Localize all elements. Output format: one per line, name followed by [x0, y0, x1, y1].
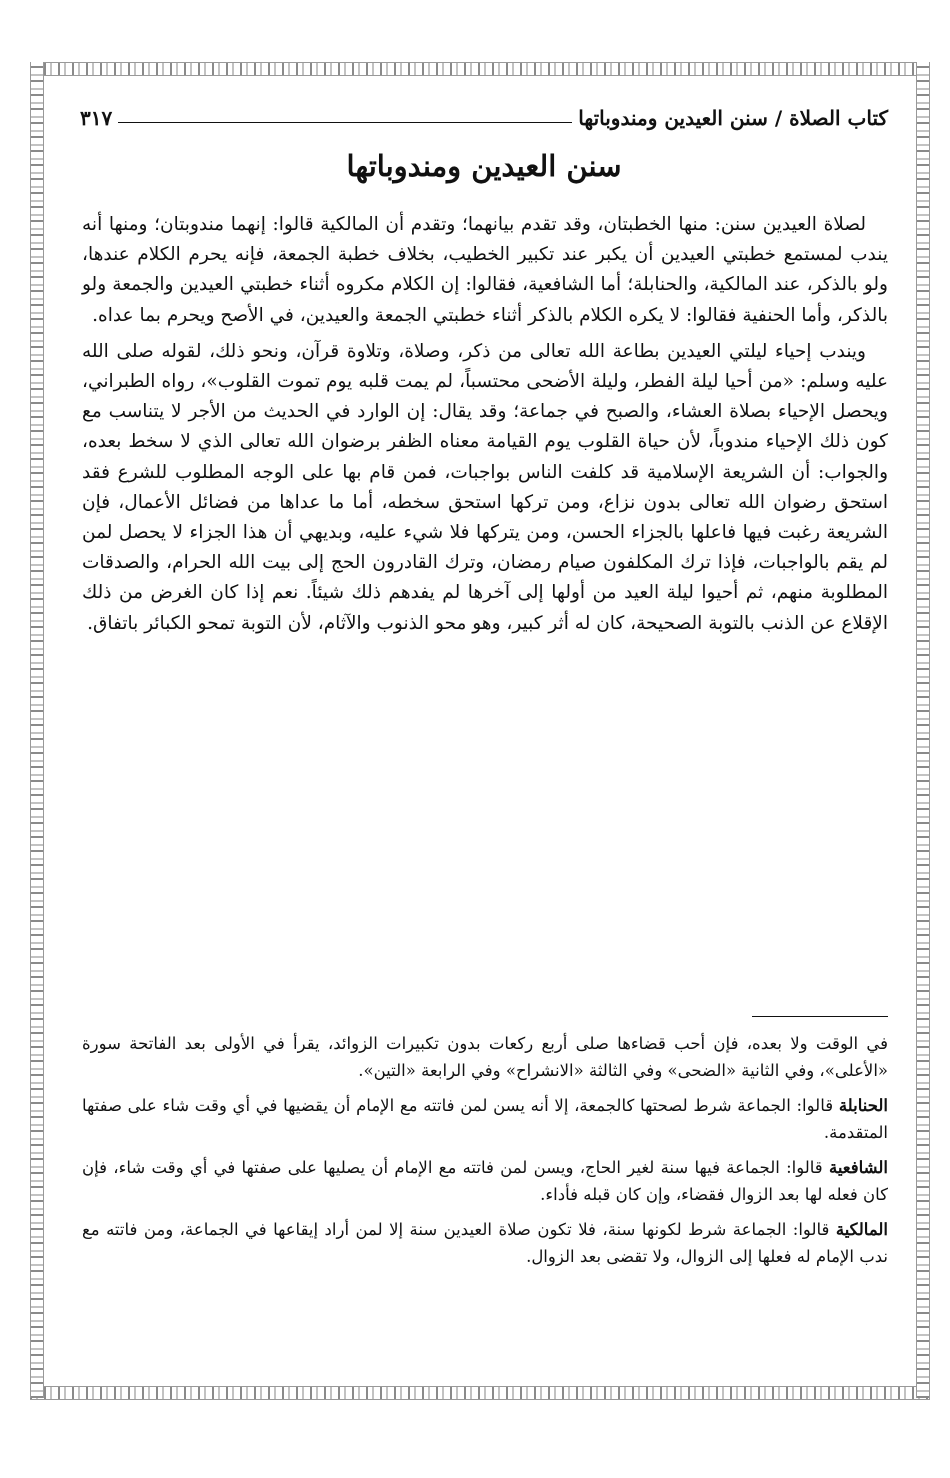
footnote	[82, 1030, 888, 1084]
top-ornamental-border	[30, 62, 928, 76]
paragraph: لصلاة العيدين سنن: منها الخطبتان، وقد تقدم بيانهما؛ وتقدم أن المالكية قالوا: إنهما مندوبتان؛ ومنها أنه يندب لمستمع خطبتي العيدين أن يكبر عند تكبير الخطيب، بخلاف خطبة الجمعة، فإنه يحرم الكلام عندها، ولو بالذكر، عند المالكية، والحنابلة؛ أما الشافعية، فقالوا: إن الكلام مكروه أثناء خطبتي العيدين والجمعة ولو بالذكر، وأما الحنفية فقالوا: لا يكره الكلام بالذكر أثناء خطبتي الجمعة والعيدين، في الأصح ويحرم بما عداه.	[82, 214, 888, 326]
page-header	[80, 96, 888, 130]
running-title: كتاب الصلاة / سنن العيدين ومندوباتها	[578, 106, 888, 130]
right-ornamental-border	[916, 62, 930, 1398]
footnote-text: قالوا: الجماعة شرط لكونها سنة، فلا تكون صلاة العيدين سنة إلا لمن أراد إيقاعها في الجماعة، ومن فاتته مع ندب الإمام له فعلها إلى الزوال، ولا تقضى بعد الزوال.	[82, 1220, 888, 1266]
footnote-text: قالوا: الجماعة فيها سنة لغير الحاج، ويسن لمن فاتته مع الإمام أن يصليها على صفتها في أي وقت شاء، فإن كان فعله لها بعد الزوال فقضاء، وإن كان قبله فأداء.	[82, 1158, 888, 1204]
footnote-school: المالكية	[835, 1220, 888, 1239]
main-text	[82, 210, 888, 639]
page-number: ٣١٧	[80, 106, 113, 130]
footnote-separator	[752, 1016, 888, 1017]
header-rule	[118, 122, 572, 123]
left-ornamental-border	[30, 62, 44, 1398]
bottom-ornamental-border	[30, 1386, 928, 1400]
footnote-school: الحنابلة	[838, 1096, 888, 1115]
paragraph: ويندب إحياء ليلتي العيدين بطاعة الله تعالى من ذكر، وصلاة، وتلاوة قرآن، ونحو ذلك، لقوله صلى الله عليه وسلم: «من أحيا ليلة الفطر، وليلة الأضحى محتسباً، لم يمت قلبه يوم تموت القلوب»، رواه الطبراني، ويحصل الإحياء بصلاة العشاء، والصبح في جماعة؛ وقد يقال: إن الوارد في الحديث من الأجر لا يتناسب مع كون ذلك الإحياء مندوباً، لأن حياة القلوب يوم القيامة معناه الظفر برضوان الله تعالى الذي لا سخط بعده، والجواب: أن الشريعة الإسلامية قد كلفت الناس بواجبات، فمن قام بها على الوجه المطلوب للشرع فقد استحق رضوان الله تعالى بدون نزاع، ومن تركها استحق سخطه، أما ما عداها من فضائل الأعمال، فإن الشريعة رغبت فيها فاعلها بالجزاء الحسن، ومن يتركها فلا شيء عليه، وبديهي أن هذا الجزاء لا يحصل لمن لم يقم بالواجبات، فإذا ترك المكلفون صيام رمضان، وترك القادرون الحج إلى بيت الله الحرام، والصدقات المطلوبة منهم، ثم أحيوا ليلة العيد من أولها إلى آخرها لم يفدهم ذلك شيئاً. نعم إذا كان الغرض من ذلك الإقلاع عن الذنب بالتوبة الصحيحة، كان له أثر كبير، وهو محو الذنوب والآثام، لأن التوبة تمحو الكبائر باتفاق.	[82, 340, 888, 634]
footnote	[82, 1092, 888, 1146]
footnote-text: قالوا: الجماعة شرط لصحتها كالجمعة، إلا أنه يسن لمن فاتته مع الإمام أن يقضيها في أي وقت شاء على صفتها المتقدمة.	[82, 1096, 888, 1142]
footnote-text: في الوقت ولا بعده، فإن أحب قضاءها صلى أربع ركعات بدون تكبيرات الزوائد، يقرأ في الأولى بعد الفاتحة سورة «الأعلى»، وفي الثانية «الضحى» وفي الثالثة «الانشراح» وفي الرابعة «التين».	[82, 1034, 888, 1080]
chapter-title: سنن العيدين ومندوباتها	[346, 149, 622, 183]
footnote-school: الشافعية	[828, 1158, 888, 1177]
footnotes	[82, 1030, 888, 1270]
footnote	[82, 1154, 888, 1208]
footnote	[82, 1216, 888, 1270]
